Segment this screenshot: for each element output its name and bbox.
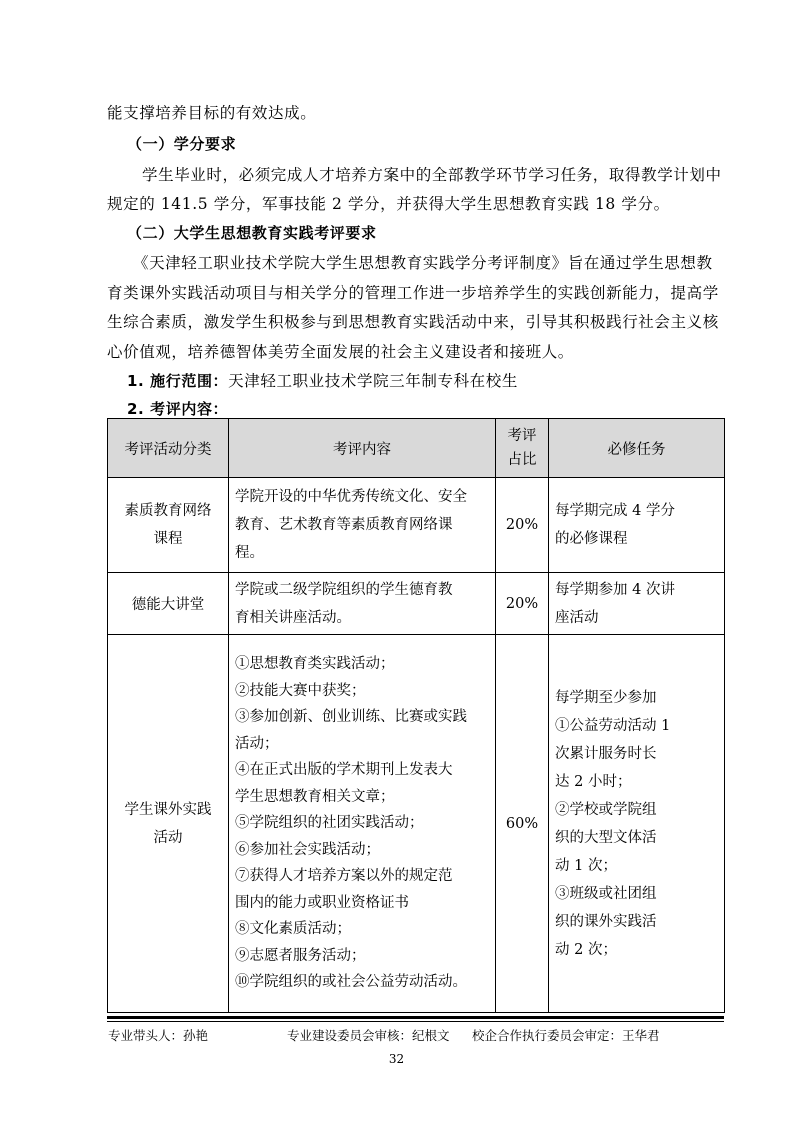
cell-line: ③参加创新、创业训练、比赛或实践	[235, 709, 467, 726]
ideology-paragraph-line-3: 生综合素质，激发学生积极参与到思想教育实践活动中来，引导其积极践行社会主义核	[107, 313, 719, 331]
ideology-paragraph-line-4: 心价值观，培养德智体美劳全面发展的社会主义建设者和接班人。	[107, 343, 574, 361]
table-row	[108, 478, 725, 573]
cell-line: 座活动	[555, 609, 599, 626]
cell-line: 次累计服务时长	[555, 745, 657, 762]
footer-divider-thin	[107, 1021, 724, 1022]
header-ratio	[496, 419, 549, 478]
cell-line: 教育、艺术教育等素质教育网络课	[235, 517, 453, 533]
cell-line: 程。	[235, 545, 264, 561]
ratio-cell: 20%	[496, 573, 549, 635]
table-header-row	[108, 419, 725, 478]
task-cell	[549, 635, 725, 1013]
cell-line: 活动；	[235, 735, 279, 752]
cell-line: 织的课外实践活	[555, 913, 657, 930]
page-number: 32	[388, 1052, 405, 1066]
scope-text: 天津轻工职业技术学院三年制专科在校生	[228, 372, 518, 390]
cell-line: 学生思想教育相关文章；	[235, 788, 395, 805]
footer-review: 专业建设委员会审核：纪根文	[287, 1028, 450, 1043]
credits-paragraph-line-1: 学生毕业时，必须完成人才培养方案中的全部教学环节学习任务，取得教学计划中	[142, 166, 722, 184]
paragraph-end-line: 能支撑培养目标的有效达成。	[107, 104, 317, 122]
cell-line: 育相关讲座活动。	[235, 609, 351, 626]
header-ratio-text: 考评 占比	[507, 428, 537, 468]
cell-line: 达 2 小时；	[555, 773, 632, 790]
table-row	[108, 635, 725, 1013]
category-cell	[108, 635, 229, 1013]
content-cell	[229, 635, 496, 1013]
ideology-paragraph-line-2: 育类课外实践活动项目与相关学分的管理工作进一步培养学生的实践创新能力，提高学	[107, 284, 719, 302]
header-content: 考评内容	[229, 419, 496, 478]
cell-line: ⑩学院组织的或社会公益劳动活动。	[235, 974, 467, 991]
ratio-cell: 20%	[496, 478, 549, 573]
section-heading-ideology-practice: （二）大学生思想教育实践考评要求	[127, 224, 377, 242]
cell-line: 动 1 次；	[555, 857, 617, 874]
footer-divider-thick	[107, 1016, 724, 1019]
cell-line: ⑦获得人才培养方案以外的规定范	[235, 868, 453, 885]
cell-line: ④在正式出版的学术期刊上发表大	[235, 762, 453, 779]
cell-line: 学生课外实践	[124, 801, 212, 818]
assessment-table	[107, 418, 725, 1013]
cell-line: 课程	[153, 531, 183, 547]
cell-line: ②学校或学院组	[555, 801, 657, 818]
content-cell	[229, 573, 496, 635]
credits-paragraph-line-2: 规定的 141.5 学分，军事技能 2 学分，并获得大学生思想教育实践 18 学分。	[107, 195, 670, 213]
task-cell	[549, 478, 725, 573]
cell-line: ⑨志愿者服务活动；	[235, 947, 366, 964]
footer-approval: 校企合作执行委员会审定：王华君	[472, 1028, 660, 1043]
section-heading-credits: （一）学分要求	[127, 135, 237, 153]
assessment-content-label: 2. 考评内容：	[127, 400, 229, 418]
cell-line: 围内的能力或职业资格证书	[235, 894, 409, 911]
cell-line: 学院开设的中华优秀传统文化、安全	[235, 489, 467, 505]
ideology-paragraph-line-1: 《天津轻工职业技术学院大学生思想教育实践学分考评制度》旨在通过学生思想教	[133, 254, 713, 272]
table-row	[108, 573, 725, 635]
cell-line: 每学期参加 4 次讲	[555, 581, 675, 598]
cell-line: 学院或二级学院组织的学生德育教	[235, 581, 453, 598]
cell-line: ③班级或社团组	[555, 885, 657, 902]
task-cell	[549, 573, 725, 635]
cell-line: 素质教育网络	[124, 503, 212, 519]
footer-program-leader: 专业带头人：孙艳	[108, 1028, 209, 1043]
cell-line: ⑤学院组织的社团实践活动；	[235, 815, 424, 832]
cell-line: ①思想教育类实践活动；	[235, 656, 395, 673]
cell-line: 每学期至少参加	[555, 689, 657, 706]
cell-line: 动 2 次；	[555, 941, 617, 958]
scope-item	[127, 369, 518, 391]
cell-line: 织的大型文体活	[555, 829, 657, 846]
cell-line: 的必修课程	[555, 531, 628, 547]
cell-line: 每学期完成 4 学分	[555, 503, 675, 519]
category-cell: 德能大讲堂	[108, 573, 229, 635]
ratio-cell: 60%	[496, 635, 549, 1013]
header-category: 考评活动分类	[108, 419, 229, 478]
category-cell	[108, 478, 229, 573]
cell-line: ②技能大赛中获奖；	[235, 682, 366, 699]
scope-label: 1. 施行范围：	[127, 372, 229, 390]
cell-line: ⑥参加社会实践活动；	[235, 841, 380, 858]
content-cell	[229, 478, 496, 573]
cell-line: ⑧文化素质活动；	[235, 921, 351, 938]
cell-line: 活动	[153, 829, 183, 846]
cell-line: ①公益劳动活动 1	[555, 717, 671, 734]
header-required-task: 必修任务	[549, 419, 725, 478]
